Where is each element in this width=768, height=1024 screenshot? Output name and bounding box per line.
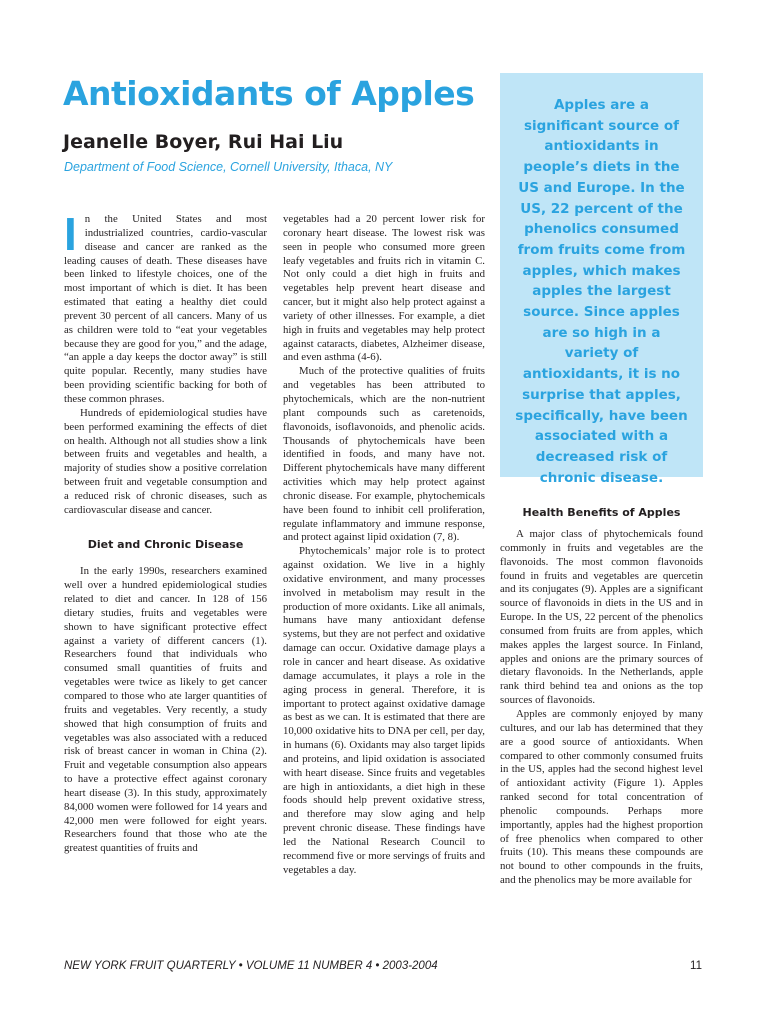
- article-title: Antioxidants of Apples: [63, 74, 475, 113]
- intro-paragraph: [64, 208, 267, 407]
- body-paragraph: vegetables had a 20 percent lower risk for coronary heart disease. The lowest risk was seen in people who consumed more green leafy vegetables and fruits rich in vitamin C. Not only could a diet high in fruits and vegetables help prevent heart disease and cancer, but it might also help protect against a variety of other illnesses. For example, a diet high in fruits and vegetables may help protect against cataracts, diabetes, Alzheimer disease, and even asthma (4-6).: [283, 213, 485, 364]
- pull-quote-box: [500, 73, 703, 486]
- body-column-3: [500, 528, 703, 888]
- body-column-2: [283, 213, 485, 878]
- body-paragraph: In the early 1990s, researchers examined well over a hundred epidemiological studies related to diet and cancer. In 128 of 156 dietary studies, fruits and vegetables were shown to have significant protective effect against a variety of different cancers (1). Researchers found that individuals who consumed small quantities of fruits and vegetables were twice as likely to get cancer compared to those who ate larger quantities of fruits and vegetables. Very recently, a study showed that high consumption of fruits and vegetables was also associated with a reduced risk of breast cancer in woman in China (2). Fruit and vegetable consumption also appears to have a protective effect against coronary heart disease (3). In this study, approximately 84,000 women were followed for 14 years and 42,000 men were followed for eight years. Researchers found that those who ate the greatest quantities of fruits and: [64, 565, 267, 855]
- drop-cap: I: [64, 208, 77, 260]
- body-column-1: [64, 208, 267, 856]
- pull-quote-text: Apples are a significant source of antioxidants in people’s diets in the US and Europe. In the US, 22 percent of the phenolics consumed from fruits come from apples, which makes apples the largest source. Since apples are so high in a variety of antioxidants, it is no surprise that apples, specifically, have been associated with a decreased risk of chronic disease.: [515, 97, 688, 486]
- journal-footer: NEW YORK FRUIT QUARTERLY • VOLUME 11 NUMBER 4 • 2003-2004: [64, 960, 438, 972]
- body-paragraph: Phytochemicals’ major role is to protect against oxidation. We live in a highly oxidative environment, and many processes involved in metabolism may result in the production of more oxidants. Like all animals, humans have many antioxidant defense systems, but they are not perfect and oxidative damage can occur. Oxidative damage plays a role in cancer and heart disease. As oxidative damage accumulates, it plays a role in the aging process in general. Therefore, it is important to protect against oxidative damage as best as we can. It is estimated that there are 10,000 oxidative hits to DNA per cell, per day, in humans (6). Oxidants may also target lipids and proteins, and lipid oxidation is associated with heart disease. Since fruits and vegetables are high in antioxidants, a diet high in these foods should help prevent oxidative stress, and therefore may slow aging and help prevent chronic disease. These findings have led the National Research Council to recommend five or more servings of fruits and vegetables a day.: [283, 545, 485, 876]
- body-paragraph: Apples are commonly enjoyed by many cultures, and our lab has determined that they are a good source of antioxidants. When compared to other commonly consumed fruits in the US, apples had the second highest level of antioxidant activity (Figure 1). Apples ranked second for total concentration of phenolic compounds. Perhaps more importantly, apples had the highest proportion of free phenolics when compared to other fruits (10). This means these compounds are not bound to other compounds in the fruits, and the phenolics may be more available for: [500, 707, 703, 887]
- section-heading-diet: Diet and Chronic Disease: [87, 537, 244, 551]
- page-number: 11: [690, 960, 702, 972]
- article-authors: Jeanelle Boyer, Rui Hai Liu: [63, 131, 344, 153]
- body-paragraph: A major class of phytochemicals found commonly in fruits and vegetables are the flavonoids. The most common flavonoids found in fruits and vegetables are quercetin and its conjugates (9). Apples are a significant source of flavonoids in diets in the US and in Europe. In the US, 22 percent of the phenolics consumed from fruits are from apples, which makes apples the largest source. In Finland, apples and onions are the primary sources of dietary flavonoids. In the Netherlands, apple rank third behind tea and onions as the top sources of flavonoids.: [500, 528, 703, 707]
- body-paragraph: Much of the protective qualities of fruits and vegetables has been attributed to phytochemicals, which are the non-nutrient plant compounds such as caretenoids, flavonoids, isoflavonoids, and phenolic acids. Thousands of phytochemicals have been identified in foods, and many have not. Different phytochemicals have many different activities which may help protect against chronic disease. For example, phytochemicals have been found to inhibit cell proliferation, regulate inflammatory and immune response, and protect against lipid oxidation (7, 8).: [283, 365, 485, 544]
- section-heading-health-benefits: Health Benefits of Apples: [522, 506, 681, 519]
- author-affiliation: Department of Food Science, Cornell University, Ithaca, NY: [64, 160, 393, 174]
- body-paragraph: Hundreds of epidemiological studies have been performed examining the effects of diet on health. Although not all studies show a link between fruits and vegetables and health, a majority of studies show a positive correlation between fruit and vegetable consumption and a reduced risk of chronic diseases, such as cardiovascular disease and cancer.: [64, 406, 267, 516]
- intro-paragraph-text: n the United States and most industrialized countries, cardio-vascular disease and cancer are ranked as the leading causes of death. These diseases have been linked to lifestyle choices, one of the most important of which is diet. It has been estimated that eating a healthy diet could prevent 30 percent of all cancers. Many of us as children were told to “eat your vegetables because they are good for you,” and the adage, “an apple a day keeps the doctor away” is still quite popular. Recently, many studies have been providing scientific backing for both of these common phrases.: [64, 213, 267, 405]
